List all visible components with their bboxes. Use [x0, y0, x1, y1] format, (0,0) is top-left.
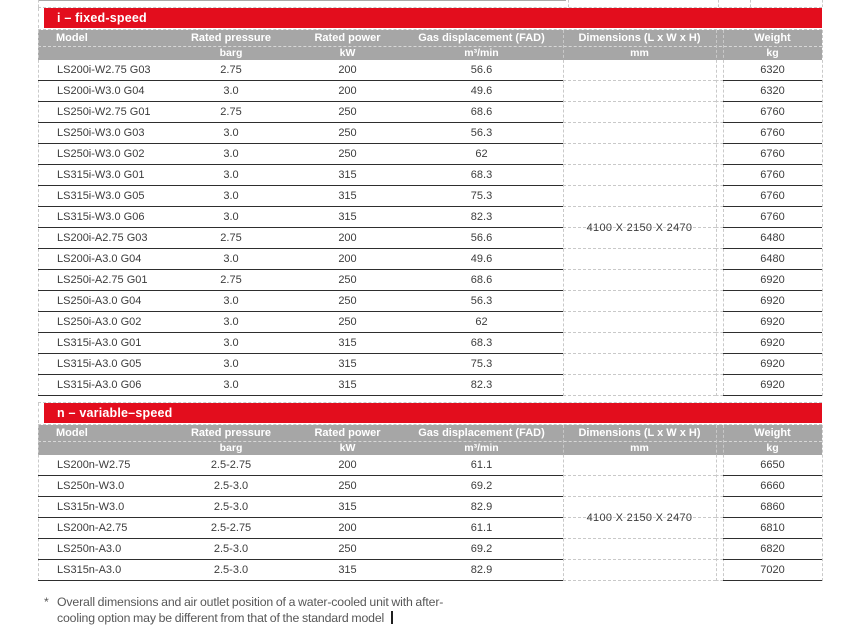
section-title-fixed-speed: i – fixed-speed [44, 8, 822, 28]
cell-pressure: 2.5-3.0 [167, 497, 295, 518]
unit-kw: kW [339, 47, 356, 59]
cell-power: 250 [295, 476, 400, 497]
cell-power: 250 [295, 144, 400, 165]
cell-spacer [716, 539, 723, 560]
cell-fad: 69.2 [400, 476, 563, 497]
cell-model: LS200i-A3.0 G04 [38, 249, 167, 270]
cell-power: 200 [295, 518, 400, 539]
cell-pressure: 2.5-3.0 [167, 476, 295, 497]
cell-fad: 49.6 [400, 249, 563, 270]
cell-pressure: 3.0 [167, 165, 295, 186]
cell-pressure: 3.0 [167, 144, 295, 165]
cell-model: LS315i-A3.0 G05 [38, 354, 167, 375]
unit-kw: kW [339, 442, 356, 454]
cell-model: LS315i-A3.0 G01 [38, 333, 167, 354]
cell-pressure: 2.75 [167, 60, 295, 81]
column-header-dimensions: Dimensions (L x W x H) [578, 427, 701, 439]
cell-weight: 6920 [723, 312, 822, 333]
cell-spacer [716, 270, 723, 291]
header-labels-row [38, 425, 822, 441]
cell-pressure: 3.0 [167, 81, 295, 102]
gridline [822, 425, 823, 581]
cell-power: 250 [295, 123, 400, 144]
cell-fad: 49.6 [400, 81, 563, 102]
column-header-weight: Weight [754, 427, 791, 439]
footnote-line-1: Overall dimensions and air outlet position of a water-cooled unit with after- [57, 595, 444, 609]
cell-spacer [716, 123, 723, 144]
section-band-row-fixed-speed [38, 8, 822, 28]
cell-spacer [716, 354, 723, 375]
cell-power: 200 [295, 228, 400, 249]
column-header-spacer [716, 30, 723, 46]
table-header [38, 30, 822, 60]
cell-fad: 68.6 [400, 270, 563, 291]
cell-spacer [716, 375, 723, 396]
cell-spacer [716, 165, 723, 186]
cell-spacer [716, 207, 723, 228]
column-header-rated-power: Rated power [314, 427, 381, 439]
cell-model: LS250i-W3.0 G02 [38, 144, 167, 165]
cell-model: LS315n-W3.0 [38, 497, 167, 518]
cell-spacer [716, 518, 723, 539]
cell-fad: 68.6 [400, 102, 563, 123]
cell-fad: 61.1 [400, 455, 563, 476]
cell-weight: 7020 [723, 560, 822, 581]
cell-power: 315 [295, 497, 400, 518]
cell-power: 250 [295, 102, 400, 123]
cell-pressure: 3.0 [167, 291, 295, 312]
header-labels-row [38, 30, 822, 46]
section-band-row-variable-speed [38, 403, 822, 423]
cell-model: LS315i-W3.0 G01 [38, 165, 167, 186]
cell-pressure: 3.0 [167, 123, 295, 144]
cell-pressure: 2.5-2.75 [167, 518, 295, 539]
cell-fad: 82.3 [400, 375, 563, 396]
cell-spacer [716, 249, 723, 270]
unit-kg: kg [766, 442, 779, 454]
cell-weight: 6810 [723, 518, 822, 539]
column-header-rated-power: Rated power [314, 32, 381, 44]
gridline [38, 403, 39, 423]
spec-tables [38, 0, 822, 626]
cell-weight: 6860 [723, 497, 822, 518]
cell-power: 315 [295, 186, 400, 207]
gridline [38, 8, 39, 28]
cell-weight: 6760 [723, 144, 822, 165]
footnote [38, 594, 822, 626]
cell-model: LS250i-W2.75 G01 [38, 102, 167, 123]
cell-fad: 69.2 [400, 539, 563, 560]
dimensions-merged-value: 4100 X 2150 X 2470 [586, 512, 693, 524]
cell-spacer [716, 333, 723, 354]
column-header-rated-pressure: Rated pressure [190, 427, 272, 439]
cell-pressure: 2.75 [167, 102, 295, 123]
column-header-model: Model [56, 32, 88, 44]
cell-pressure: 2.5-3.0 [167, 539, 295, 560]
cell-model: LS250i-A2.75 G01 [38, 270, 167, 291]
cell-model: LS250i-W3.0 G03 [38, 123, 167, 144]
cell-spacer [716, 60, 723, 81]
cell-model: LS200i-W2.75 G03 [38, 60, 167, 81]
cell-weight: 6760 [723, 186, 822, 207]
cell-spacer [716, 312, 723, 333]
cell-pressure: 2.5-2.75 [167, 455, 295, 476]
cell-fad: 68.3 [400, 165, 563, 186]
cell-spacer [716, 560, 723, 581]
cell-weight: 6760 [723, 165, 822, 186]
header-units-row [38, 46, 822, 60]
cell-model: LS250n-A3.0 [38, 539, 167, 560]
cell-weight: 6480 [723, 228, 822, 249]
cell-power: 200 [295, 455, 400, 476]
unit-mm: mm [630, 442, 649, 454]
cell-weight: 6650 [723, 455, 822, 476]
column-header-weight: Weight [754, 32, 791, 44]
cell-model: LS200n-W2.75 [38, 455, 167, 476]
cell-model: LS315i-W3.0 G05 [38, 186, 167, 207]
cell-weight: 6920 [723, 375, 822, 396]
cell-fad: 61.1 [400, 518, 563, 539]
cell-power: 315 [295, 207, 400, 228]
unit-m3min: m³/min [464, 442, 499, 454]
unit-spacer [716, 47, 723, 60]
cell-fad: 62 [400, 312, 563, 333]
cell-weight: 6760 [723, 207, 822, 228]
cell-power: 315 [295, 375, 400, 396]
unit-model [38, 47, 167, 60]
cell-pressure: 3.0 [167, 249, 295, 270]
cell-model: LS200i-A2.75 G03 [38, 228, 167, 249]
cell-weight: 6320 [723, 60, 822, 81]
cell-pressure: 2.75 [167, 270, 295, 291]
cell-power: 250 [295, 291, 400, 312]
cell-spacer [716, 455, 723, 476]
cell-pressure: 3.0 [167, 207, 295, 228]
cell-pressure: 3.0 [167, 354, 295, 375]
cell-model: LS315n-A3.0 [38, 560, 167, 581]
cell-pressure: 3.0 [167, 186, 295, 207]
column-header-spacer [716, 425, 723, 441]
table-variable-speed [38, 425, 822, 581]
cell-fad: 56.3 [400, 123, 563, 144]
cell-spacer [716, 81, 723, 102]
cell-weight: 6920 [723, 354, 822, 375]
column-header-rated-pressure: Rated pressure [190, 32, 272, 44]
footnote-line-2 [57, 610, 443, 626]
gridline-stub [822, 0, 823, 7]
table-fixed-speed [38, 30, 822, 396]
unit-barg: barg [219, 442, 243, 454]
cell-weight: 6760 [723, 102, 822, 123]
cell-spacer [716, 291, 723, 312]
spacer [38, 0, 822, 7]
cell-power: 200 [295, 249, 400, 270]
cell-pressure: 3.0 [167, 333, 295, 354]
cell-weight: 6660 [723, 476, 822, 497]
cell-fad: 75.3 [400, 354, 563, 375]
unit-model [38, 442, 167, 455]
column-header-dimensions: Dimensions (L x W x H) [578, 32, 701, 44]
cell-power: 200 [295, 81, 400, 102]
footnote-marker: * [44, 595, 49, 609]
section-title-variable-speed: n – variable–speed [44, 403, 822, 423]
cell-fad: 62 [400, 144, 563, 165]
cell-power: 250 [295, 312, 400, 333]
cell-power: 315 [295, 354, 400, 375]
gridline [822, 30, 823, 396]
unit-kg: kg [766, 47, 779, 59]
cell-power: 250 [295, 539, 400, 560]
column-header-gas-displacement: Gas displacement (FAD) [418, 427, 545, 439]
cell-pressure: 2.75 [167, 228, 295, 249]
cell-spacer [716, 497, 723, 518]
cell-power: 315 [295, 560, 400, 581]
unit-mm: mm [630, 47, 649, 59]
cell-model: LS250n-W3.0 [38, 476, 167, 497]
cell-power: 315 [295, 165, 400, 186]
cell-pressure: 3.0 [167, 312, 295, 333]
cell-model: LS200i-W3.0 G04 [38, 81, 167, 102]
column-header-model: Model [56, 427, 88, 439]
cell-fad: 56.6 [400, 60, 563, 81]
cell-model: LS250i-A3.0 G04 [38, 291, 167, 312]
cell-fad: 82.3 [400, 207, 563, 228]
cell-model: LS250i-A3.0 G02 [38, 312, 167, 333]
dimensions-merged-value: 4100 X 2150 X 2470 [586, 222, 693, 234]
unit-spacer [716, 442, 723, 455]
cell-weight: 6820 [723, 539, 822, 560]
text-cursor [391, 611, 393, 624]
cell-model: LS200n-A2.75 [38, 518, 167, 539]
cell-weight: 6920 [723, 270, 822, 291]
cell-pressure: 2.5-3.0 [167, 560, 295, 581]
cell-fad: 68.3 [400, 333, 563, 354]
column-header-gas-displacement: Gas displacement (FAD) [418, 32, 545, 44]
cell-weight: 6920 [723, 291, 822, 312]
cell-weight: 6320 [723, 81, 822, 102]
cell-fad: 56.3 [400, 291, 563, 312]
footnote-text [57, 594, 443, 626]
cell-model: LS315i-W3.0 G06 [38, 207, 167, 228]
cell-weight: 6920 [723, 333, 822, 354]
cell-fad: 56.6 [400, 228, 563, 249]
cell-fad: 75.3 [400, 186, 563, 207]
cell-power: 200 [295, 60, 400, 81]
cell-power: 250 [295, 270, 400, 291]
cell-spacer [716, 476, 723, 497]
unit-barg: barg [219, 47, 243, 59]
header-units-row [38, 441, 822, 455]
cell-weight: 6480 [723, 249, 822, 270]
cell-fad: 82.9 [400, 497, 563, 518]
footnote-line-2-text: cooling option may be different from that of the standard model [57, 611, 385, 625]
table-header [38, 425, 822, 455]
cell-model: LS315i-A3.0 G06 [38, 375, 167, 396]
cell-fad: 82.9 [400, 560, 563, 581]
cell-spacer [716, 228, 723, 249]
unit-m3min: m³/min [464, 47, 499, 59]
cell-spacer [716, 144, 723, 165]
cell-spacer [716, 102, 723, 123]
cell-spacer [716, 186, 723, 207]
cell-pressure: 3.0 [167, 375, 295, 396]
cell-weight: 6760 [723, 123, 822, 144]
cell-power: 315 [295, 333, 400, 354]
